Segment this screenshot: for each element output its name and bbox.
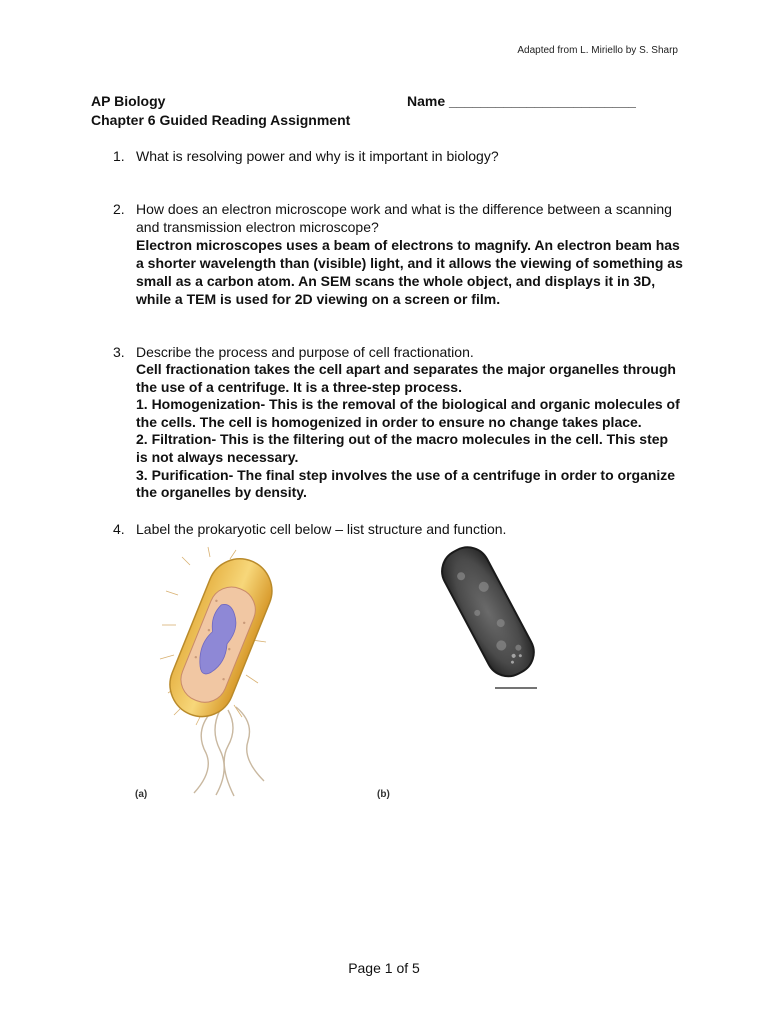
answer-step-homogenization: 1. Homogenization- This is the removal of the biological and organic molecules of the cells. The cell is homogenized in order to ensure no change takes place. xyxy=(136,396,680,430)
question-3 xyxy=(113,343,683,502)
answer-text: Electron microscopes uses a beam of electrons to magnify. An electron beam has a shorter wavelength than (visible) light, and it allows the viewing of something as small as a carbon atom. An SEM scans the whole object, and displays it in 3D, while a TEM is used for 2D viewing on a screen or film. xyxy=(136,237,683,307)
page-number: Page 1 of 5 xyxy=(348,960,420,976)
question-prompt: Label the prokaryotic cell below – list structure and function. xyxy=(136,521,507,537)
micrograph-cell xyxy=(434,540,541,684)
electron-micrograph xyxy=(425,538,550,693)
question-2 xyxy=(113,200,683,308)
question-number: 3. xyxy=(113,344,125,360)
course-name: AP Biology xyxy=(91,93,166,109)
assignment-title: Chapter 6 Guided Reading Assignment xyxy=(91,112,351,128)
prokaryotic-cell-illustration xyxy=(150,545,310,800)
answer-intro: Cell fractionation takes the cell apart and separates the major organelles through the use of a centrifuge. It is a three-step process. xyxy=(136,361,676,395)
figure-b-label: (b) xyxy=(377,789,390,800)
figure-a-label: (a) xyxy=(135,789,148,800)
question-4 xyxy=(113,520,683,538)
name-field: Name ________________________ xyxy=(407,93,636,109)
answer-step-filtration: 2. Filtration- This is the filtering out of the macro molecules in the cell. This step is not always necessary. xyxy=(136,431,669,465)
question-number: 4. xyxy=(113,521,125,537)
question-prompt: What is resolving power and why is it important in biology? xyxy=(136,148,499,164)
question-number: 1. xyxy=(113,148,125,164)
question-1 xyxy=(113,147,683,165)
question-prompt: How does an electron microscope work and what is the difference between a scanning and transmission electron microscope? xyxy=(136,201,672,235)
question-prompt: Describe the process and purpose of cell fractionation. xyxy=(136,344,474,360)
answer-step-purification: 3. Purification- The final step involves the use of a centrifuge in order to organize the organelles by density. xyxy=(136,466,676,501)
question-number: 2. xyxy=(113,201,125,217)
credit-line: Adapted from L. Miriello by S. Sharp xyxy=(517,45,678,56)
flagella xyxy=(194,707,264,796)
